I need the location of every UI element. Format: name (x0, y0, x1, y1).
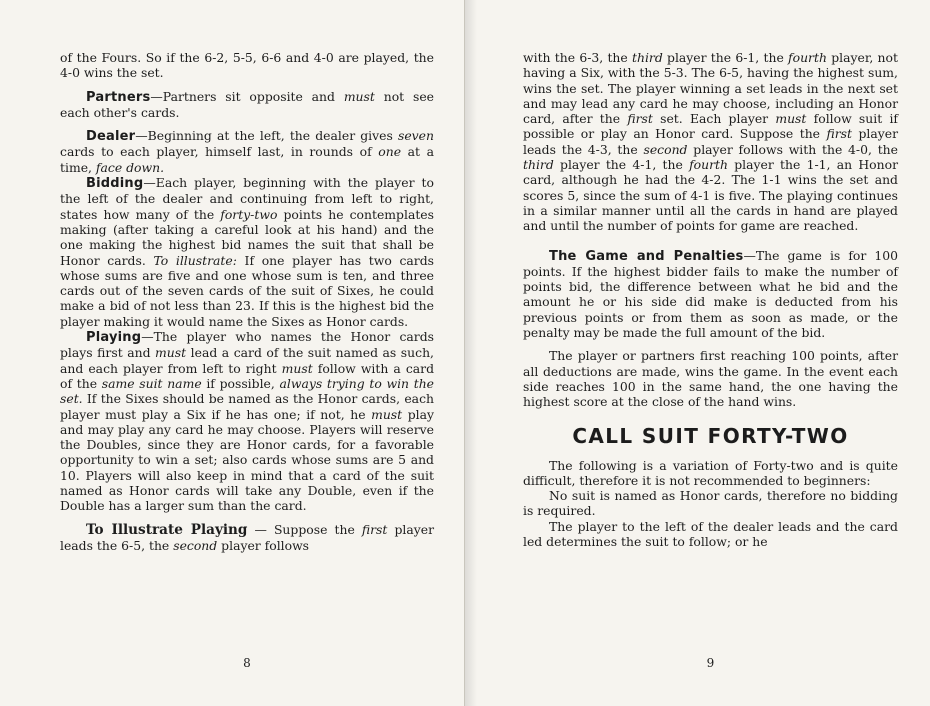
right-page-text (523, 50, 898, 549)
game-penalties-paragraph: The Game and Penalties—The game is for 100 points. If the highest bidder fails to make the number of points bid, the difference between what he bid and the amount he or his side did make is deducted from his previous points or from them as soon as made, or the penalty may be made the full amount of the bid. (523, 247, 898, 341)
left-page-text (60, 50, 434, 553)
game-penalties-heading: The Game and Penalties (549, 248, 744, 264)
dealer-paragraph: Dealer—Beginning at the left, the dealer gives seven cards to each player, himself last, in rounds of one at a time, face down. (60, 128, 434, 175)
continued-paragraph: with the 6-3, the third player the 6-1, the fourth player, not having a Six, with the 5-3. The 6-5, having the highest sum, wins the set. The player winning a set leads in the next set and may lead any card he may choose, including an Honor card, after the first set. Each player must follow suit if possible or play an Honor card. Suppose the first player leads the 4-3, the second player follows with the 4-0, the third player the 4-1, the fourth player the 1-1, an Honor card, although he had the 4-2. The 1-1 wins the set and scores 5, since the sum of 4-1 is five. The playing continues in a similar manner until all the cards in hand are played and until the number of points for game are reached. (523, 50, 898, 234)
section-title: CALL SUIT FORTY-TWO (572, 423, 849, 448)
partners-paragraph: Partners—Partners sit opposite and must not see each other's cards. (60, 88, 434, 120)
illustrate-paragraph: To Illustrate Playing — Suppose the first player leads the 6-5, the second player follows (60, 521, 434, 553)
intro-paragraph: of the Fours. So if the 6-2, 5-5, 6-6 and 4-0 are played, the 4-0 wins the set. (60, 50, 434, 81)
bidding-heading: Bidding (86, 176, 144, 192)
bidding-paragraph: Bidding—Each player, beginning with the player to the left of the dealer and continuing from left to right, states how many of the forty-two points he contemplates making (after taking a careful look at his hand) and the one making the highest bid names the suit that shall be Honor cards. To illustrate: If one player has two cards whose sums are five and one whose sum is ten, and three cards out of the seven cards of the suit of Sixes, he could make a bid of not less than 23. If this is the highest bid the player making it would name the Sixes as Honor cards. (60, 175, 434, 329)
partners-heading: Partners (86, 89, 151, 105)
playing-heading: Playing (86, 330, 142, 346)
playing-paragraph: Playing—The player who names the Honor cards plays first and must lead a card of the suit named as such, and each player from left to right must follow with a card of the same suit name if possible, always trying to win the set. If the Sixes should be named as the Honor cards, each player must play a Six if he has one; if not, he must play and may play any card he may choose. Players will reserve the Doubles, since they are Honor cards, for a favorable opportunity to win a set; also cards whose sums are 5 and 10. Players will also keep in mind that a card of the suit named as Honor cards will take any Double, even if the Double has a larger sum than the card. (60, 329, 435, 514)
no-suit-paragraph: No suit is named as Honor cards, therefore no bidding is required. (523, 488, 898, 519)
leads-paragraph: The player to the left of the dealer leads and the card led determines the suit to follow; or he (523, 518, 898, 550)
dealer-heading: Dealer (86, 129, 136, 145)
illustrate-heading: To Illustrate Playing (86, 521, 248, 538)
right-page (465, 0, 930, 706)
variation-paragraph: The following is a variation of Forty-two and is quite difficult, therefore it is not recommended to beginners: (523, 457, 898, 488)
page-number-left: 8 (243, 656, 251, 670)
first-reaching-paragraph: The player or partners first reaching 100 points, after all deductions are made, wins the game. In the event each side reaches 100 in the same hand, the one having the highest score at the close of the hand wins. (523, 348, 898, 410)
page-number-right: 9 (706, 656, 715, 670)
